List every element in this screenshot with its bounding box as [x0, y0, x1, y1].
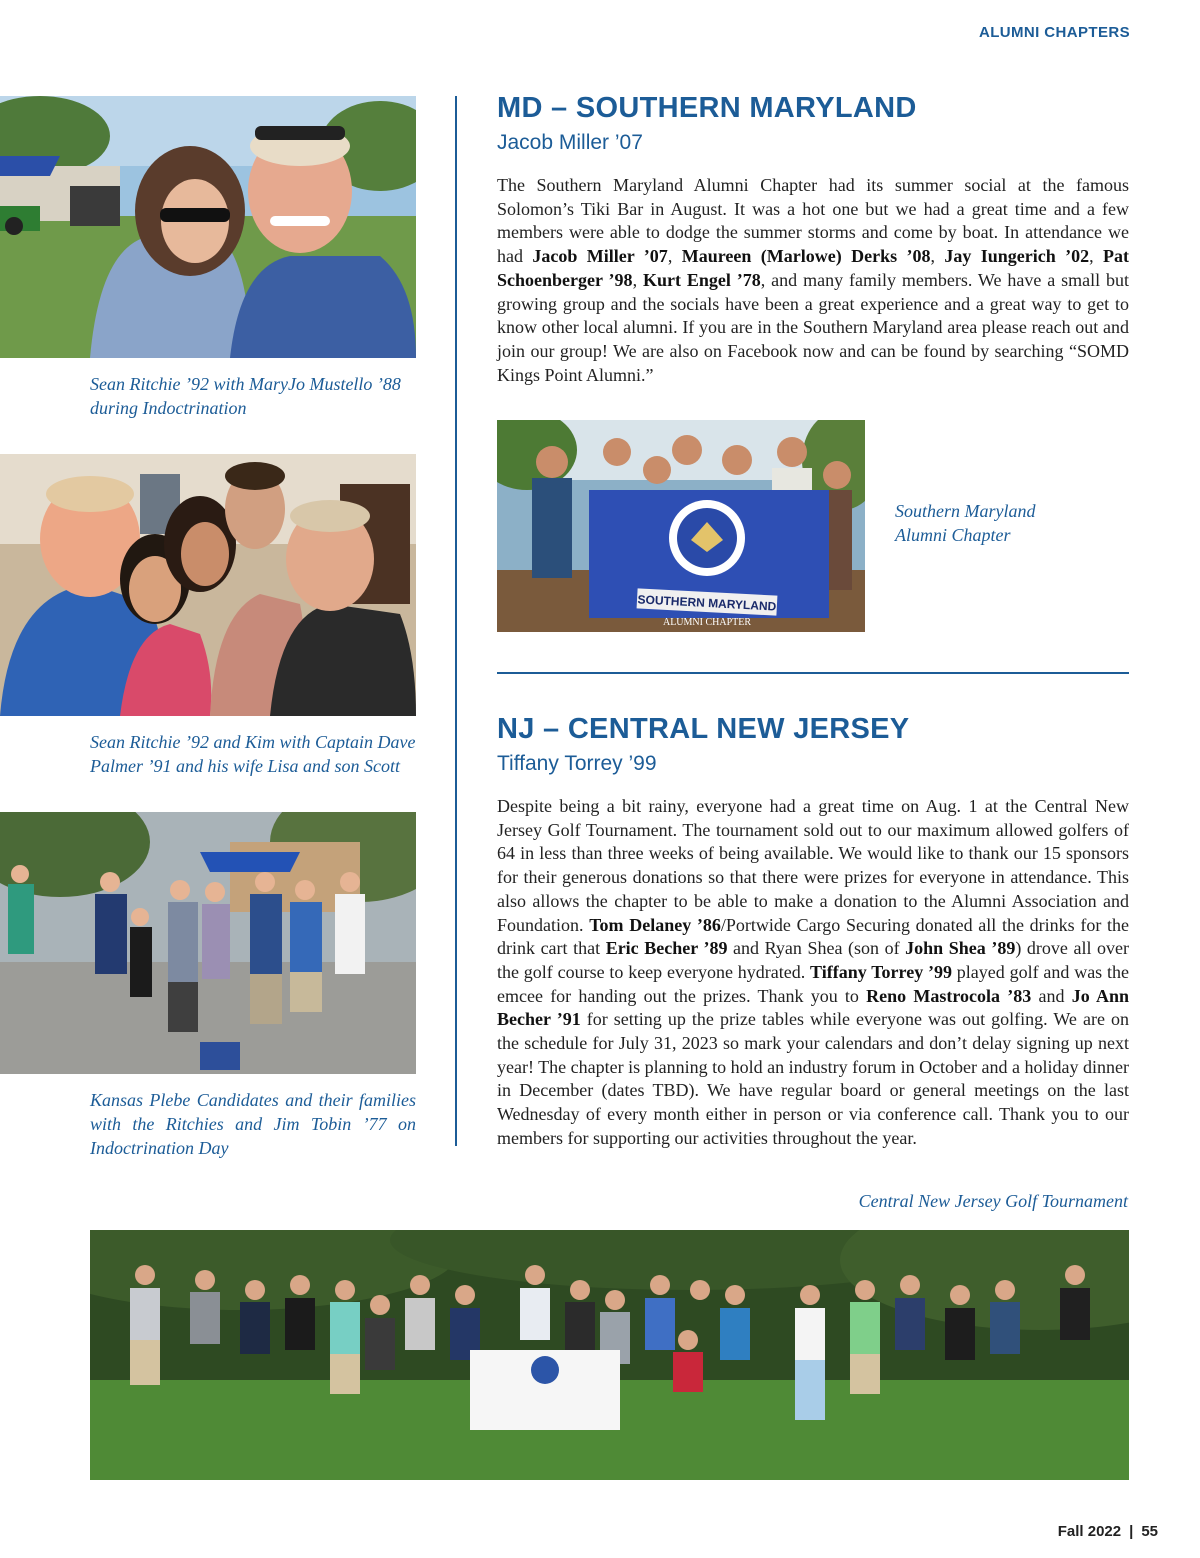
md-section-title: MD – SOUTHERN MARYLAND [497, 92, 917, 124]
nj-section-title: NJ – CENTRAL NEW JERSEY [497, 713, 910, 745]
issue-label: Fall 2022 [1057, 1523, 1122, 1540]
photo-central-nj-golf-tournament [90, 1230, 1129, 1480]
running-head: ALUMNI CHAPTERS [979, 24, 1130, 41]
page-number: 55 [1141, 1523, 1158, 1540]
photo-ritchie-palmer [0, 454, 416, 716]
flag-text-line1: SOUTHERN MARYLAND [637, 592, 777, 614]
page-footer [1058, 1523, 1158, 1540]
nj-section-body: Despite being a bit rainy, everyone had a great time on Aug. 1 at the Central New Jersey Golf Tournament. The tournament sold out to our maximum allowed golfers of 64 in less than three weeks of being available. We would like to thank our 15 sponsors for their generous donations so that there were prizes for everyone in attendance. This also allows the chapter to be able to make a donation to the Alumni Association and Foundation. Tom Delaney ’86/Portwide Cargo Securing donated all the drinks for the drink cart that Eric Becher ’89 and Ryan Shea (son of John Shea ’89) drove all over the golf course to keep everyone hydrated. Tiffany Torrey ’99 played golf and was the emcee for handing out the prizes. Thank you to Reno Mastrocola ’83 and Jo Ann Becher ’91 for setting up the prize tables while everyone was out golfing. We are on the schedule for July 31, 2023 so mark your calendars and don’t delay signing up next year! The chapter is planning to hold an industry forum in October and a holiday dinner in December (dates TBD). We have regular board or general meetings on the last Wednesday of every month either in person or via conference call. Thank you to our members for supporting our activities throughout the year. [497, 796, 1129, 1148]
md-section-body: The Southern Maryland Alumni Chapter had its summer social at the famous Solomon’s Tiki Bar in August. It was a hot one but we had a great time and a few members were able to dodge the summer storms and come by boat. In attendance we had Jacob Miller ’07, Maureen (Marlowe) Derks ’08, Jay Iungerich ’02, Pat Schoenberger ’98, Kurt Engel ’78, and many family members. We have a small but growing group and the socials have been a great experience and a great way to get to know other local alumni. If you are in the Southern Maryland area please reach out and join our group! We are also on Facebook now and can be found by searching “SOMD Kings Point Alumni.” [497, 175, 1130, 385]
footer-separator: | [1129, 1523, 1134, 1540]
section-divider-horizontal [497, 672, 1129, 674]
photo-ritchie-mustello [0, 96, 416, 358]
column-divider-vertical [455, 96, 457, 1146]
nj-photo-caption: Central New Jersey Golf Tournament [858, 1191, 1128, 1211]
caption-ritchie-palmer: Sean Ritchie ’92 and Kim with Captain Dave Palmer ’91 and his wife Lisa and son Scott [90, 732, 416, 776]
photo-kansas-plebe-candidates [0, 812, 416, 1074]
md-section-author: Jacob Miller ’07 [497, 131, 643, 154]
photo-southern-maryland-chapter [497, 420, 865, 632]
flag-text-line2: ALUMNI CHAPTER [662, 617, 752, 628]
md-photo-caption: Southern Maryland Alumni Chapter [895, 501, 1036, 545]
nj-section-author: Tiffany Torrey ’99 [497, 752, 657, 775]
caption-kansas-plebe-candidates: Kansas Plebe Candidates and their families with the Ritchies and Jim Tobin ’77 on Indoctrination Day [90, 1090, 416, 1158]
caption-ritchie-mustello: Sean Ritchie ’92 with MaryJo Mustello ’88 during Indoctrination [90, 374, 401, 418]
